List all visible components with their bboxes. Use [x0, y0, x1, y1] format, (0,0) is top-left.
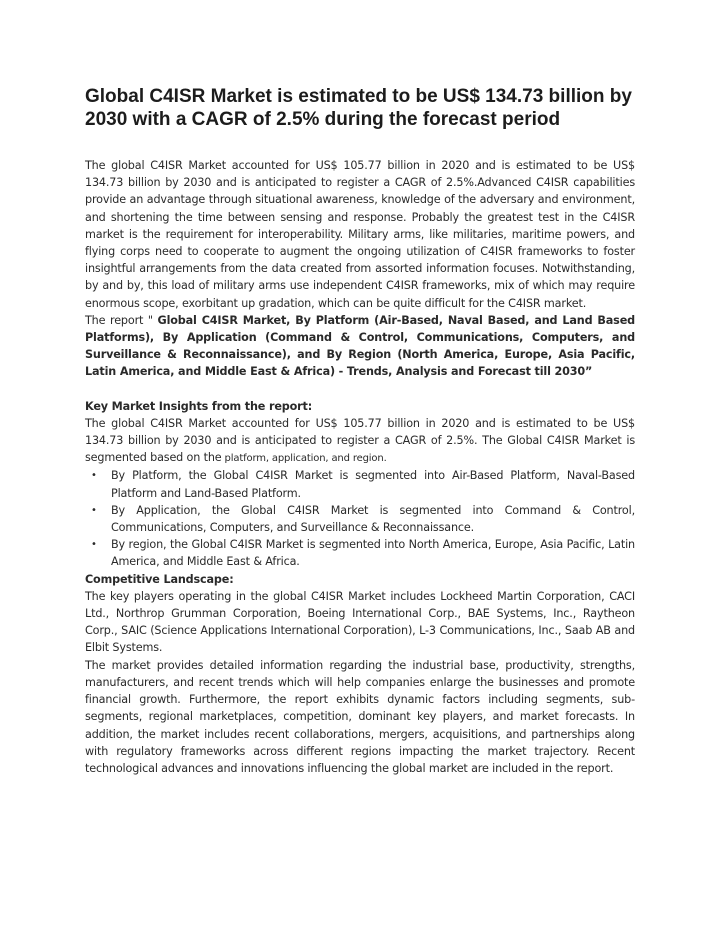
competitive-heading: [85, 571, 635, 588]
insights-paragraph-small-text: platform, application, and region.: [221, 453, 387, 465]
document-title: Global C4ISR Market is estimated to be US$ 134.73 billion by 2030 with a CAGR of 2.5% during the forecast period: [85, 86, 632, 130]
report-paragraph: [85, 312, 635, 381]
report-prefix: The report ": [85, 313, 158, 327]
list-item: [91, 502, 635, 536]
document-body: [85, 157, 635, 777]
insights-paragraph-text: The global C4ISR Market accounted for US$ 105.77 billion in 2020 and is estimated to be US$ 134.73 billion by 2030 and is anticipated to register a CAGR of 2.5%. The Global C4ISR Market is segmented based on the: [85, 416, 635, 465]
paragraph-spacer: [85, 381, 635, 398]
market-paragraph: The market provides detailed information regarding the industrial base, productivity, strengths, manufacturers, and recent trends which will help companies enlarge the businesses and promote financial growth. Furthermore, the report exhibits dynamic factors including segments, sub-segments, regional marketplaces, competition, dominant key players, and market forecasts. In addition, the market includes recent collaborations, mergers, acquisitions, and partnerships along with regulatory frameworks across different regions impacting the market trajectory. Recent technological advances and innovations influencing the global market are included in the report.: [85, 658, 635, 775]
insights-heading: [85, 398, 635, 415]
insights-heading-text: Key Market Insights from the report:: [85, 399, 313, 413]
list-item-text: By Platform, the Global C4ISR Market is segmented into Air-Based Platform, Naval-Based Platform and Land-Based Platform.: [111, 469, 635, 500]
list-item: [91, 536, 635, 570]
bullet-icon: •: [91, 470, 97, 482]
list-item: [91, 467, 635, 501]
segment-list: [85, 467, 635, 570]
insights-paragraph: [85, 415, 635, 468]
bullet-icon: •: [91, 539, 97, 551]
bullet-icon: •: [91, 504, 97, 516]
competitive-heading-text: Competitive Landscape:: [85, 572, 234, 586]
report-title: Global C4ISR Market, By Platform (Air-Based, Naval Based, and Land Based Platforms), By Application (Command & Control, Communications, Computers, and Surveillance & Reconnaissance), and By Region (North America, Europe, Asia Pacific, Latin America, and Middle East & Africa) - Trends, Analysis and Forecast till 2030”: [85, 313, 635, 379]
list-item-text: By Application, the Global C4ISR Market is segmented into Command & Control, Communications, Computers, and Surveillance & Reconnaissance.: [111, 503, 635, 535]
competitive-paragraph: The key players operating in the global C4ISR Market includes Lockheed Martin Corporation, CACI Ltd., Northrop Grumman Corporation, Boeing International Corp., BAE Systems, Inc., Raytheon Corp., SAIC (Science Applications International Corporation), L-3 Communications, Inc., Saab AB and Elbit Systems.: [85, 589, 635, 655]
list-item-text: By region, the Global C4ISR Market is segmented into North America, Europe, Asia Pacific, Latin America, and Middle East & Africa.: [111, 538, 635, 569]
intro-paragraph: The global C4ISR Market accounted for US$ 105.77 billion in 2020 and is estimated to be US$ 134.73 billion by 2030 and is anticipated to register a CAGR of 2.5%.Advanced C4ISR capabilities provide an advantage through situational awareness, knowledge of the adversary and environment, and shortening the time between sensing and response. Probably the greatest test in the C4ISR market is the requirement for interoperability. Military arms, like militaries, maritime powers, and flying corps need to cooperate to augment the ongoing utilization of C4ISR frameworks to foster insightful arrangements from the data created from assorted information focuses. Notwithstanding, by and by, this load of military arms use independent C4ISR frameworks, mix of which may require enormous scope, exorbitant up gradation, which can be quite difficult for the C4ISR market.: [85, 159, 635, 310]
